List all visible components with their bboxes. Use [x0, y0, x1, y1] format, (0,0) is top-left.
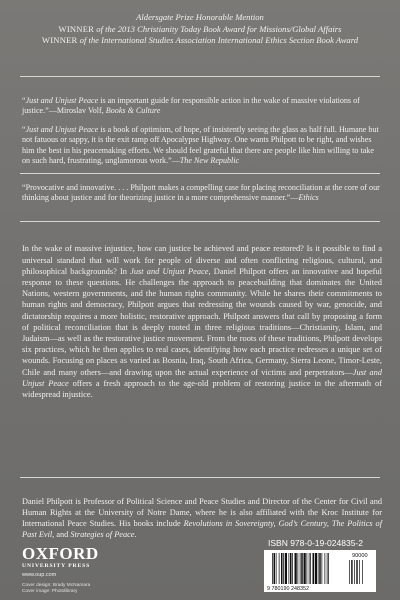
- book-description: In the wake of massive injustice, how can justice be achieved and peace restored? Is it possible to find a universal standard that will work for people of diverse and often conflicting religious, cultural, and philosophical backgrounds? In Just and Unjust Peace, Daniel Philpott offers an innovative and hopeful response to these questions. He challenges the approach to peacebuilding that dominates the United Nations, western governments, and the human rights community. While he shares their commitments to human rights and democracy, Philpott argues that redressing the wounds caused by war, genocide, and dictatorship requires a more holistic, restorative approach. Philpott answers that call by proposing a form of political reconciliation that is deeply rooted in three religious traditions—Christianity, Islam, and Judaism—as well as the restorative justice movement. From the roots of these traditions, Philpott develops six practices, which he then applies to real cases, identifying how each practice redresses a unique set of wounds. Focusing on places as varied as Bosnia, Iraq, South Africa, Germany, Sierra Leone, Timor-Leste, Chile and many others—and drawing upon the actual experience of victims and perpetrators—Just and Unjust Peace offers a fresh approach to the age-old problem of restoring justice in the aftermath of widespread injustice.: [22, 244, 382, 400]
- barcode-bar: [289, 553, 290, 584]
- addon-bar: [351, 560, 352, 584]
- addon-bar: [356, 560, 357, 584]
- barcode-bar: [295, 553, 297, 584]
- barcode-bar: [285, 553, 287, 584]
- praise-quotes-2: [22, 183, 382, 212]
- barcode-bar: [301, 553, 303, 584]
- praise-quotes: [22, 96, 382, 174]
- barcode-bar: [328, 553, 329, 584]
- barcode-bar: [309, 553, 310, 584]
- quote-volf: “Just and Unjust Peace is an important guide for responsible action in the wake of massive violations of justice.”—Miroslav Volf, Books & Culture: [22, 96, 360, 116]
- barcode-bar: [290, 553, 292, 584]
- publisher-url: www.oup.com: [22, 572, 57, 578]
- divider-top: [20, 76, 380, 77]
- publisher-sub: UNIVERSITY PRESS: [22, 563, 91, 569]
- barcode-bar: [281, 553, 283, 584]
- price-code: 90000: [352, 553, 368, 559]
- barcode-bar: [304, 553, 306, 584]
- isbn-label: ISBN 978-0-19-024835-2: [268, 538, 363, 548]
- barcode-graphic: [264, 550, 376, 592]
- addon-bar: [362, 560, 363, 584]
- oxford-logo: [22, 545, 99, 570]
- addon-bar: [359, 560, 360, 584]
- barcode-bar: [310, 553, 311, 584]
- award-christianity-today: WINNER of the 2013 Christianity Today Book Award for Missions/Global Affairs: [58, 23, 342, 34]
- barcode-bar: [307, 553, 308, 584]
- barcode-bar: [276, 553, 277, 584]
- barcode-bar: [272, 553, 273, 584]
- barcode-digits: 9 780190 248352: [267, 586, 309, 592]
- publisher-name: OXFORD: [22, 544, 99, 563]
- divider-quotes: [20, 173, 380, 174]
- cover-credits: [22, 583, 90, 595]
- quote-ethics: “Provocative and innovative. . . . Philpott makes a compelling case for placing reconciliation at the core of our thinking about justice and for theorizing justice in a more comprehensive manner.”—Ethics: [22, 183, 380, 203]
- barcode-bar: [300, 553, 301, 584]
- quote-new-republic: “Just and Unjust Peace is a book of optimism, of hope, of insistently seeing the glass as half full. Humane but not fatuous or sappy, it is the exit ramp off Apocalypse Highway. One wants Philpott to be right, and wishes him the best in his peacemaking efforts. We should feel grateful that there are people like him willing to take on such hard, frustrating, unglamorous work.”—The New Republic: [22, 124, 379, 166]
- barcode-bar: [315, 553, 317, 584]
- barcode-bar: [279, 553, 280, 584]
- barcode-bar: [327, 553, 328, 584]
- barcode-bar: [319, 553, 321, 584]
- barcode-bar: [274, 553, 276, 584]
- award-honorable-mention: Aldersgate Prize Honorable Mention: [136, 12, 264, 22]
- barcode-bar: [292, 553, 293, 584]
- divider-mid: [20, 221, 380, 222]
- awards-block: [0, 12, 400, 47]
- barcode-bar: [318, 553, 319, 584]
- barcode-bar: [283, 553, 284, 584]
- divider-bio: [20, 477, 380, 478]
- barcode-bar: [322, 553, 323, 584]
- barcode-bar: [313, 553, 315, 584]
- addon-bar: [349, 560, 350, 584]
- author-bio: Daniel Philpott is Professor of Political Science and Peace Studies and Director of the Center for Civil and Human Rights at the University of Notre Dame, where he is also affiliated with the Kroc Institute for International Peace Studies. His books include Revolutions in Sovereignty, God’s Century, The Politics of Past Evil, and Strategies of Peace.: [22, 497, 382, 540]
- award-isa-ethics: WINNER of the International Studies Association International Ethics Section Book Award: [41, 35, 359, 45]
- barcode-bar: [325, 553, 326, 584]
- addon-bar: [354, 560, 355, 584]
- barcode-bar: [298, 553, 299, 584]
- cover-design-credit: Cover design: Brady McNamara: [22, 583, 91, 588]
- barcode: [264, 550, 376, 592]
- cover-image-credit: Cover image: Photolibrary: [22, 589, 78, 594]
